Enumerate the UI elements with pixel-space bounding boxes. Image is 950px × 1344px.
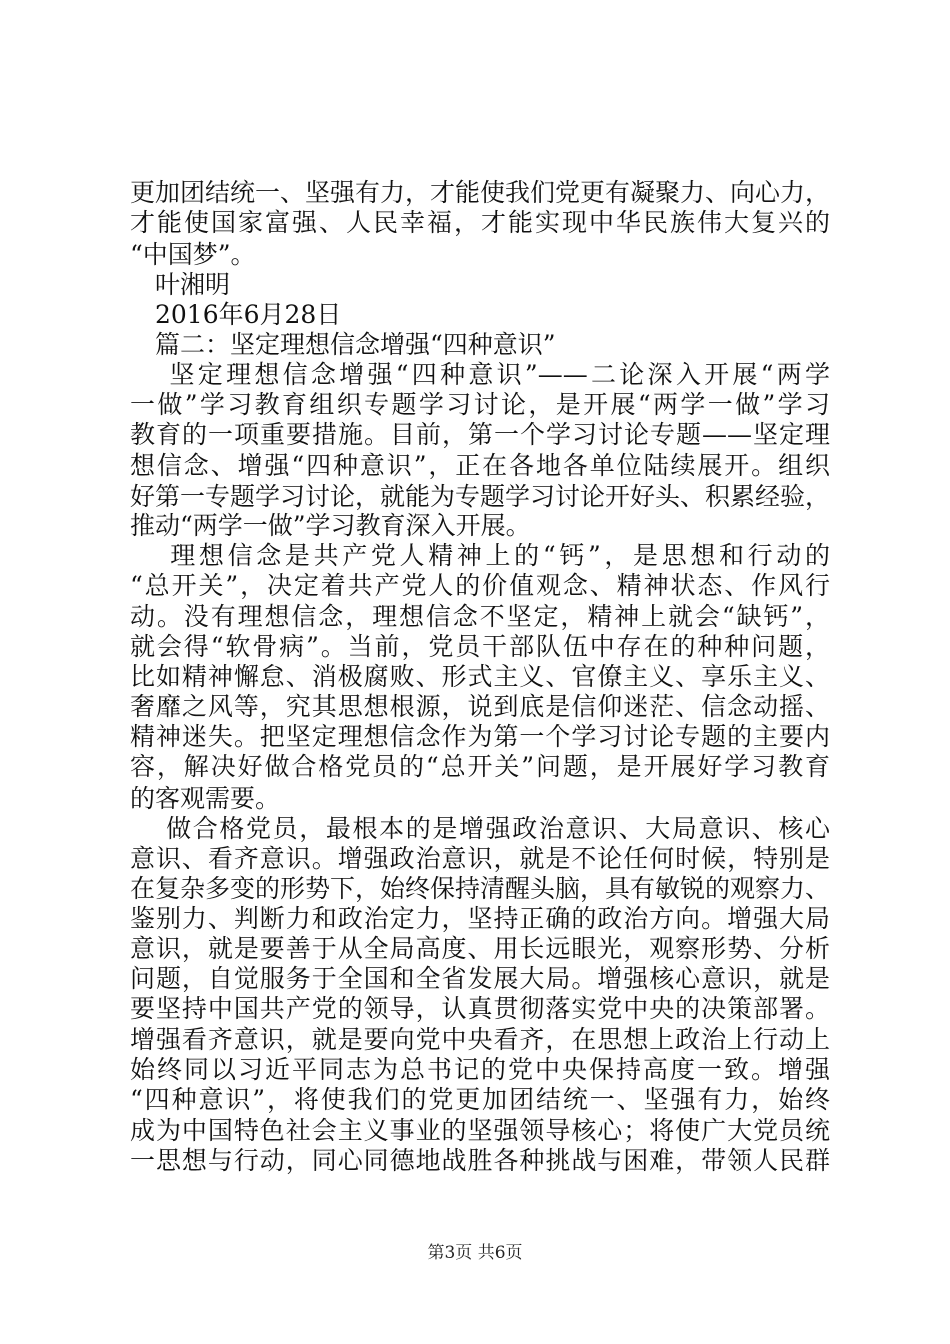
text-line: 意识、看齐意识。增强政治意识，就是不论任何时候，特别是 bbox=[130, 844, 830, 873]
text-line: 动。没有理想信念，理想信念不坚定，精神上就会“缺钙”， bbox=[130, 602, 830, 631]
text-line: “四种意识”，将使我们的党更加团结统一、坚强有力，始终 bbox=[130, 1085, 830, 1114]
text-line: 叶湘明 bbox=[130, 270, 231, 299]
text-line: 增强看齐意识，就是要向党中央看齐，在思想上政治上行动上 bbox=[130, 1025, 830, 1054]
text-line: “总开关”，决定着共产党人的价值观念、精神状态、作风行 bbox=[130, 571, 830, 600]
text-line: 坚定理想信念增强“四种意识”——二论深入开展“两学 bbox=[130, 360, 830, 389]
text-line: 一做”学习教育组织专题学习讨论，是开展“两学一做”学习 bbox=[130, 390, 830, 419]
text-line: 容，解决好做合格党员的“总开关”问题，是开展好学习教育 bbox=[130, 752, 830, 781]
text-line: 意识，就是要善于从全局高度、用长远眼光，观察形势、分析 bbox=[130, 934, 830, 963]
text-line: 奢靡之风等，究其思想根源，说到底是信仰迷茫、信念动摇、 bbox=[130, 692, 830, 721]
text-line: 2016年6月28日 bbox=[130, 300, 342, 329]
text-line: 教育的一项重要措施。目前，第一个学习讨论专题——坚定理 bbox=[130, 420, 830, 449]
text-line: 篇二：坚定理想信念增强“四种意识” bbox=[130, 330, 556, 359]
text-line: 要坚持中国共产党的领导，认真贯彻落实党中央的决策部署。 bbox=[130, 994, 830, 1023]
text-line: “中国梦”。 bbox=[130, 240, 256, 269]
text-line: 始终同以习近平同志为总书记的党中央保持高度一致。增强 bbox=[130, 1055, 830, 1084]
text-line: 才能使国家富强、人民幸福，才能实现中华民族伟大复兴的 bbox=[130, 208, 830, 237]
text-line: 的客观需要。 bbox=[130, 784, 281, 813]
text-line: 理想信念是共产党人精神上的“钙”，是思想和行动的 bbox=[130, 541, 830, 570]
text-line: 做合格党员，最根本的是增强政治意识、大局意识、核心 bbox=[130, 814, 830, 843]
text-line: 好第一专题学习讨论，就能为专题学习讨论开好头、积累经验， bbox=[130, 482, 831, 511]
text-line: 成为中国特色社会主义事业的坚强领导核心；将使广大党员统 bbox=[130, 1116, 830, 1145]
text-line: 鉴别力、判断力和政治定力，坚持正确的政治方向。增强大局 bbox=[130, 904, 830, 933]
text-line: 一思想与行动，同心同德地战胜各种挑战与困难，带领人民群 bbox=[130, 1146, 830, 1175]
text-line: 问题，自觉服务于全国和全省发展大局。增强核心意识，就是 bbox=[130, 964, 830, 993]
text-line: 想信念、增强“四种意识”，正在各地各单位陆续展开。组织 bbox=[130, 451, 830, 480]
text-line: 比如精神懈怠、消极腐败、形式主义、官僚主义、享乐主义、 bbox=[130, 662, 830, 691]
text-line: 就会得“软骨病”。当前，党员干部队伍中存在的种种问题， bbox=[130, 632, 830, 661]
page-footer: 第3页 共6页 bbox=[427, 1243, 523, 1263]
text-line: 在复杂多变的形势下，始终保持清醒头脑，具有敏锐的观察力、 bbox=[130, 874, 831, 903]
text-line: 更加团结统一、坚强有力，才能使我们党更有凝聚力、向心力， bbox=[130, 178, 831, 207]
text-line: 精神迷失。把坚定理想信念作为第一个学习讨论专题的主要内 bbox=[130, 722, 830, 751]
text-line: 推动“两学一做”学习教育深入开展。 bbox=[130, 511, 531, 540]
